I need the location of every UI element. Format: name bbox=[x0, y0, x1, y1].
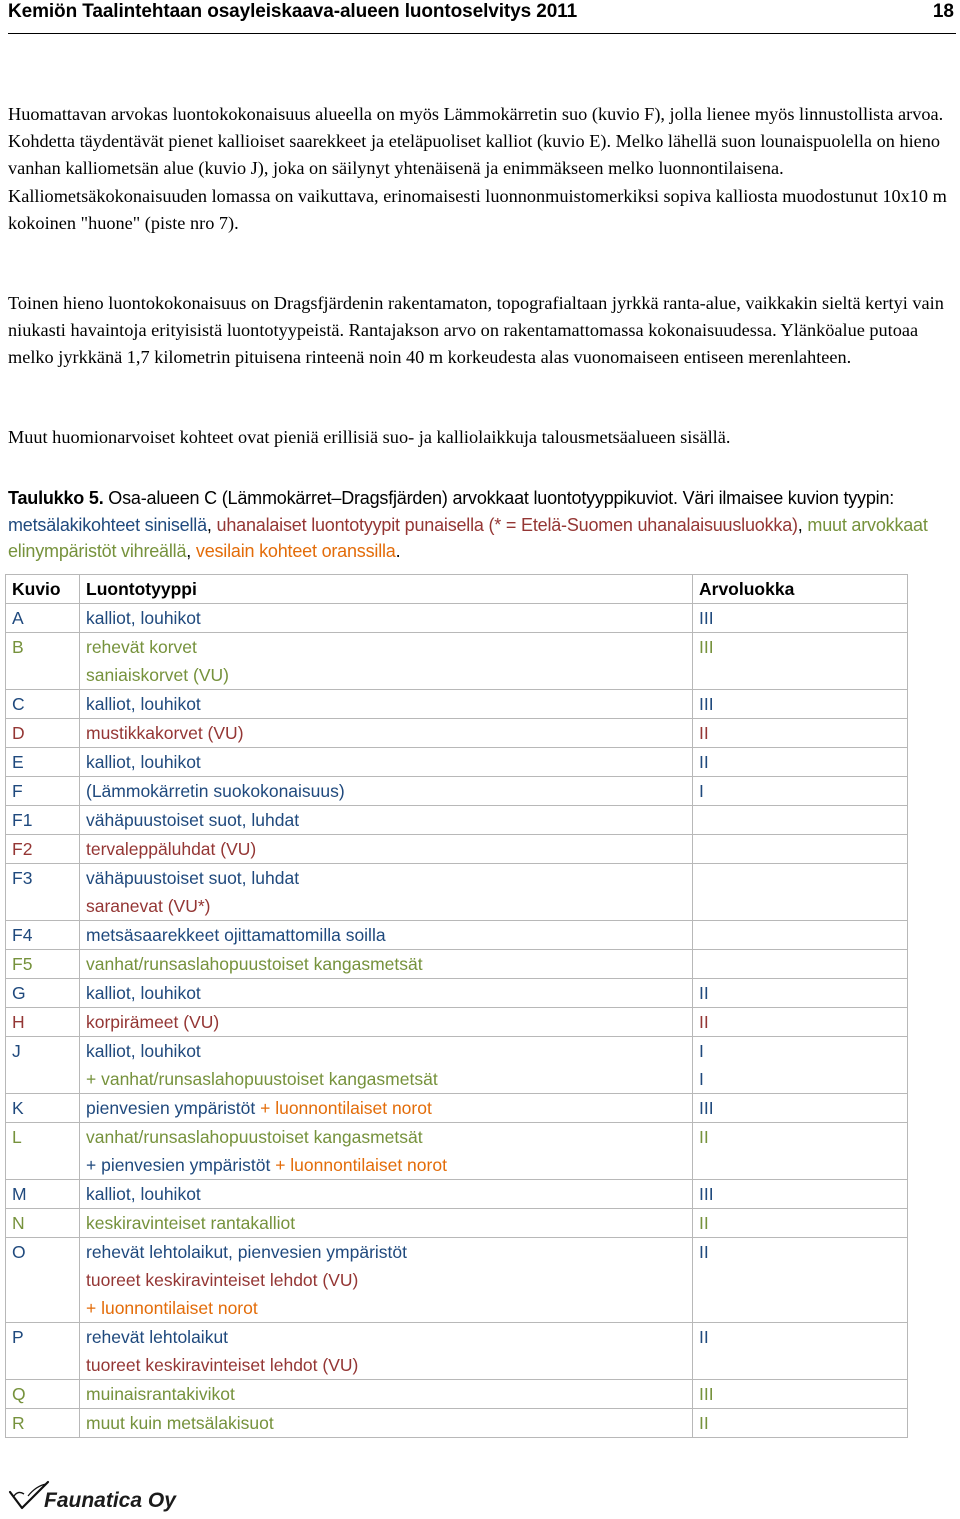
cell-luontotyyppi bbox=[80, 1123, 693, 1180]
cell-kuvio: E bbox=[6, 748, 80, 777]
cell-kuvio: F5 bbox=[6, 950, 80, 979]
value-class: III bbox=[699, 1098, 714, 1118]
cell-arvoluokka bbox=[693, 950, 908, 979]
habitat-text: vähäpuustoiset suot, luhdat bbox=[86, 868, 300, 888]
cell-luontotyyppi bbox=[80, 1323, 693, 1380]
habitat-line bbox=[86, 950, 692, 978]
cell-luontotyyppi bbox=[80, 777, 693, 806]
cell-luontotyyppi bbox=[80, 604, 693, 633]
cell-arvoluokka bbox=[693, 1094, 908, 1123]
habitat-line bbox=[86, 806, 692, 834]
value-class: II bbox=[699, 1327, 709, 1347]
cell-luontotyyppi bbox=[80, 1180, 693, 1209]
value-class: I bbox=[699, 781, 704, 801]
table-row bbox=[6, 921, 908, 950]
habitat-table bbox=[5, 574, 908, 1438]
cell-luontotyyppi bbox=[80, 835, 693, 864]
value-class bbox=[699, 806, 907, 834]
caption-text: Osa-alueen C (Lämmokärret–Dragsfjärden) arvokkaat luontotyyppikuviot. Väri ilmaisee kuvion tyypin: bbox=[103, 488, 895, 508]
table-row bbox=[6, 1323, 908, 1380]
cell-kuvio: O bbox=[6, 1238, 80, 1323]
table-row bbox=[6, 1238, 908, 1323]
habitat-text: kalliot, louhikot bbox=[86, 694, 201, 714]
cell-luontotyyppi bbox=[80, 1209, 693, 1238]
habitat-text: kalliot, louhikot bbox=[86, 983, 201, 1003]
habitat-line bbox=[86, 1008, 692, 1036]
habitat-line bbox=[86, 1351, 692, 1379]
table-row bbox=[6, 1380, 908, 1409]
cell-arvoluokka bbox=[693, 1238, 908, 1323]
value-class: II bbox=[699, 1413, 709, 1433]
caption-green-legend: muut arvokkaat elinympäristöt vihreällä bbox=[8, 514, 928, 561]
cell-luontotyyppi bbox=[80, 1380, 693, 1409]
habitat-line bbox=[86, 1123, 692, 1151]
habitat-text: saniaiskorvet (VU) bbox=[86, 665, 229, 685]
habitat-text: + pienvesien ympäristöt bbox=[86, 1155, 271, 1175]
value-class: III bbox=[699, 637, 714, 657]
habitat-line bbox=[86, 1065, 692, 1093]
habitat-line bbox=[86, 892, 692, 920]
table-caption-label: Taulukko 5. bbox=[8, 488, 104, 508]
habitat-text: + luonnontilaiset norot bbox=[255, 1098, 432, 1118]
value-class bbox=[699, 950, 907, 978]
cell-luontotyyppi bbox=[80, 950, 693, 979]
footer bbox=[8, 1478, 248, 1518]
cell-kuvio: D bbox=[6, 719, 80, 748]
cell-kuvio: K bbox=[6, 1094, 80, 1123]
cell-kuvio: P bbox=[6, 1323, 80, 1380]
habitat-line bbox=[86, 777, 692, 805]
cell-kuvio: A bbox=[6, 604, 80, 633]
cell-kuvio: C bbox=[6, 690, 80, 719]
cell-luontotyyppi bbox=[80, 921, 693, 950]
habitat-text: korpirämeet (VU) bbox=[86, 1012, 220, 1032]
cell-kuvio: M bbox=[6, 1180, 80, 1209]
caption-separator: , bbox=[797, 514, 808, 535]
table-row bbox=[6, 806, 908, 835]
header-luontotyyppi: Luontotyyppi bbox=[80, 575, 693, 604]
habitat-line bbox=[86, 1209, 692, 1237]
habitat-text: tuoreet keskiravinteiset lehdot (VU) bbox=[86, 1270, 359, 1290]
table-row bbox=[6, 690, 908, 719]
table-row bbox=[6, 633, 908, 690]
value-class: III bbox=[699, 1384, 714, 1404]
header-kuvio: Kuvio bbox=[6, 575, 80, 604]
cell-arvoluokka bbox=[693, 979, 908, 1008]
page-header bbox=[8, 0, 956, 34]
value-class: I bbox=[699, 1069, 704, 1089]
habitat-line bbox=[86, 1094, 692, 1122]
cell-kuvio: F bbox=[6, 777, 80, 806]
value-class: III bbox=[699, 608, 714, 628]
value-class: II bbox=[699, 1242, 709, 1262]
habitat-line bbox=[86, 1180, 692, 1208]
table-row bbox=[6, 777, 908, 806]
page-number: 18 bbox=[932, 1, 954, 22]
habitat-line bbox=[86, 1037, 692, 1065]
cell-luontotyyppi bbox=[80, 1008, 693, 1037]
habitat-line bbox=[86, 633, 692, 661]
cell-luontotyyppi bbox=[80, 690, 693, 719]
cell-kuvio: H bbox=[6, 1008, 80, 1037]
table-row bbox=[6, 1123, 908, 1180]
habitat-line bbox=[86, 921, 692, 949]
habitat-text: kalliot, louhikot bbox=[86, 608, 201, 628]
cell-arvoluokka bbox=[693, 604, 908, 633]
habitat-text: muinaisrantakivikot bbox=[86, 1384, 235, 1404]
cell-arvoluokka bbox=[693, 864, 908, 921]
habitat-line bbox=[86, 690, 692, 718]
document-title: Kemiön Taalintehtaan osayleiskaava-alueen luontoselvitys 2011 bbox=[8, 1, 578, 22]
caption-separator: , bbox=[206, 514, 217, 535]
table-row bbox=[6, 1008, 908, 1037]
cell-arvoluokka bbox=[693, 1380, 908, 1409]
cell-kuvio: Q bbox=[6, 1380, 80, 1409]
value-class: III bbox=[699, 694, 714, 714]
habitat-text: muut kuin metsälakisuot bbox=[86, 1413, 274, 1433]
cell-arvoluokka bbox=[693, 1409, 908, 1438]
body-paragraph-2: Toinen hieno luontokokonaisuus on Dragsfjärdenin rakentamaton, topografialtaan jyrkkä ranta-alue, vaikkakin sieltä kertyi vain niukasti havaintoja erityisistä luontotyypeistä. Rantajakson arvo on rakentamattomassa kokonaisuudessa. Ylänköalue putoaa melko jyrkkänä 1,7 kilometrin pituisena rinteenä noin 40 m korkeudesta alas vuonomaiseen entiseen merenlahteen. bbox=[8, 293, 944, 368]
cell-arvoluokka bbox=[693, 1180, 908, 1209]
table-row bbox=[6, 950, 908, 979]
habitat-line bbox=[86, 979, 692, 1007]
cell-arvoluokka bbox=[693, 633, 908, 690]
habitat-text: kalliot, louhikot bbox=[86, 1041, 201, 1061]
habitat-line bbox=[86, 1294, 692, 1322]
body-paragraph-1: Huomattavan arvokas luontokokonaisuus alueella on myös Lämmokärretin suo (kuvio F), jolla lienee myös linnustollista arvoa. Kohdetta täydentävät pienet kallioiset saarekkeet ja eteläpuoliset kalliot (kuvio E). Melko lähellä suon lounaispuolella on hieno vanhan kalliometsän alue (kuvio J), joka on säilynyt yhtenäisenä ja enimmäkseen melko luonnontilaisena. Kalliometsäkokonaisuuden lomassa on vaikuttava, erinomaisesti luonnonmuistomerkiksi sopiva kalliosta muodostunut 10x10 m kokoinen "huone" (piste nro 7). bbox=[8, 104, 947, 233]
value-class: II bbox=[699, 1012, 709, 1032]
cell-arvoluokka bbox=[693, 835, 908, 864]
table-row bbox=[6, 719, 908, 748]
value-class: III bbox=[699, 1184, 714, 1204]
cell-arvoluokka bbox=[693, 806, 908, 835]
value-class: II bbox=[699, 723, 709, 743]
value-class: II bbox=[699, 1127, 709, 1147]
cell-luontotyyppi bbox=[80, 979, 693, 1008]
cell-luontotyyppi bbox=[80, 864, 693, 921]
cell-arvoluokka bbox=[693, 1008, 908, 1037]
company-name: Faunatica Oy bbox=[44, 1489, 176, 1512]
value-class: II bbox=[699, 752, 709, 772]
cell-luontotyyppi bbox=[80, 1238, 693, 1323]
habitat-text: kalliot, louhikot bbox=[86, 1184, 201, 1204]
cell-kuvio: N bbox=[6, 1209, 80, 1238]
habitat-text: tuoreet keskiravinteiset lehdot (VU) bbox=[86, 1355, 359, 1375]
cell-luontotyyppi bbox=[80, 1409, 693, 1438]
table-row bbox=[6, 748, 908, 777]
cell-kuvio: L bbox=[6, 1123, 80, 1180]
cell-arvoluokka bbox=[693, 921, 908, 950]
habitat-line bbox=[86, 1151, 692, 1179]
cell-arvoluokka bbox=[693, 1037, 908, 1094]
habitat-line bbox=[86, 1323, 692, 1351]
table-row bbox=[6, 1209, 908, 1238]
habitat-text: metsäsaarekkeet ojittamattomilla soilla bbox=[86, 925, 386, 945]
cell-luontotyyppi bbox=[80, 719, 693, 748]
habitat-line bbox=[86, 835, 692, 863]
habitat-line bbox=[86, 748, 692, 776]
habitat-text: vanhat/runsaslahopuustoiset kangasmetsät bbox=[86, 954, 423, 974]
cell-kuvio: F1 bbox=[6, 806, 80, 835]
cell-kuvio: B bbox=[6, 633, 80, 690]
table-caption bbox=[8, 485, 956, 565]
table-row bbox=[6, 1037, 908, 1094]
habitat-text: + luonnontilaiset norot bbox=[270, 1155, 447, 1175]
cell-arvoluokka bbox=[693, 777, 908, 806]
cell-arvoluokka bbox=[693, 1323, 908, 1380]
table-row bbox=[6, 1180, 908, 1209]
habitat-text: vähäpuustoiset suot, luhdat bbox=[86, 810, 300, 830]
habitat-text: tervaleppäluhdat (VU) bbox=[86, 839, 257, 859]
habitat-line bbox=[86, 1266, 692, 1294]
cell-arvoluokka bbox=[693, 748, 908, 777]
habitat-line bbox=[86, 864, 692, 892]
caption-orange-legend: vesilain kohteet oranssilla bbox=[195, 541, 396, 561]
habitat-text: rehevät korvet bbox=[86, 637, 197, 657]
cell-luontotyyppi bbox=[80, 633, 693, 690]
cell-arvoluokka bbox=[693, 1209, 908, 1238]
cell-luontotyyppi bbox=[80, 1037, 693, 1094]
habitat-text: saranevat (VU*) bbox=[86, 896, 211, 916]
value-class bbox=[699, 864, 907, 892]
habitat-line bbox=[86, 1238, 692, 1266]
habitat-text: rehevät lehtolaikut, pienvesien ympäristöt bbox=[86, 1242, 408, 1262]
body-paragraph-3: Muut huomionarvoiset kohteet ovat pieniä erillisiä suo- ja kalliolaikkuja talousmetsäalueen sisällä. bbox=[8, 427, 731, 447]
table-row bbox=[6, 835, 908, 864]
habitat-text: kalliot, louhikot bbox=[86, 752, 201, 772]
table-row bbox=[6, 604, 908, 633]
habitat-text: pienvesien ympäristöt bbox=[86, 1098, 256, 1118]
cell-luontotyyppi bbox=[80, 1094, 693, 1123]
cell-kuvio: J bbox=[6, 1037, 80, 1094]
table-row bbox=[6, 864, 908, 921]
habitat-text: rehevät lehtolaikut bbox=[86, 1327, 229, 1347]
cell-kuvio: F4 bbox=[6, 921, 80, 950]
value-class bbox=[699, 835, 907, 863]
table-body bbox=[6, 604, 908, 1438]
cell-kuvio: G bbox=[6, 979, 80, 1008]
value-class: II bbox=[699, 1213, 709, 1233]
cell-luontotyyppi bbox=[80, 806, 693, 835]
habitat-line bbox=[86, 661, 692, 689]
habitat-text: + luonnontilaiset norot bbox=[86, 1298, 258, 1318]
habitat-text: + vanhat/runsaslahopuustoiset kangasmetsät bbox=[86, 1069, 438, 1089]
caption-blue-legend: metsälakikohteet sinisellä bbox=[8, 514, 207, 535]
cell-luontotyyppi bbox=[80, 748, 693, 777]
cell-kuvio: R bbox=[6, 1409, 80, 1438]
header-arvoluokka: Arvoluokka bbox=[693, 575, 908, 604]
cell-arvoluokka bbox=[693, 719, 908, 748]
caption-end: . bbox=[395, 541, 401, 561]
table-row bbox=[6, 979, 908, 1008]
cell-kuvio: F2 bbox=[6, 835, 80, 864]
value-class bbox=[699, 921, 907, 949]
habitat-text: vanhat/runsaslahopuustoiset kangasmetsät bbox=[86, 1127, 423, 1147]
habitat-line bbox=[86, 719, 692, 747]
table-header-row bbox=[6, 575, 908, 604]
cell-arvoluokka bbox=[693, 1123, 908, 1180]
value-class: I bbox=[699, 1041, 704, 1061]
table-row bbox=[6, 1409, 908, 1438]
habitat-text: (Lämmokärretin suokokonaisuus) bbox=[86, 781, 345, 801]
habitat-line bbox=[86, 1409, 692, 1437]
habitat-line bbox=[86, 1380, 692, 1408]
caption-separator: , bbox=[186, 541, 196, 561]
habitat-text: keskiravinteiset rantakalliot bbox=[86, 1213, 296, 1233]
table-row bbox=[6, 1094, 908, 1123]
habitat-line bbox=[86, 604, 692, 632]
value-class: II bbox=[699, 983, 709, 1003]
habitat-text: mustikkakorvet (VU) bbox=[86, 723, 244, 743]
caption-red-legend: uhanalaiset luontotyypit punaisella (* = Etelä-Suomen uhanalaisuusluokka) bbox=[216, 514, 798, 535]
cell-arvoluokka bbox=[693, 690, 908, 719]
cell-kuvio: F3 bbox=[6, 864, 80, 921]
